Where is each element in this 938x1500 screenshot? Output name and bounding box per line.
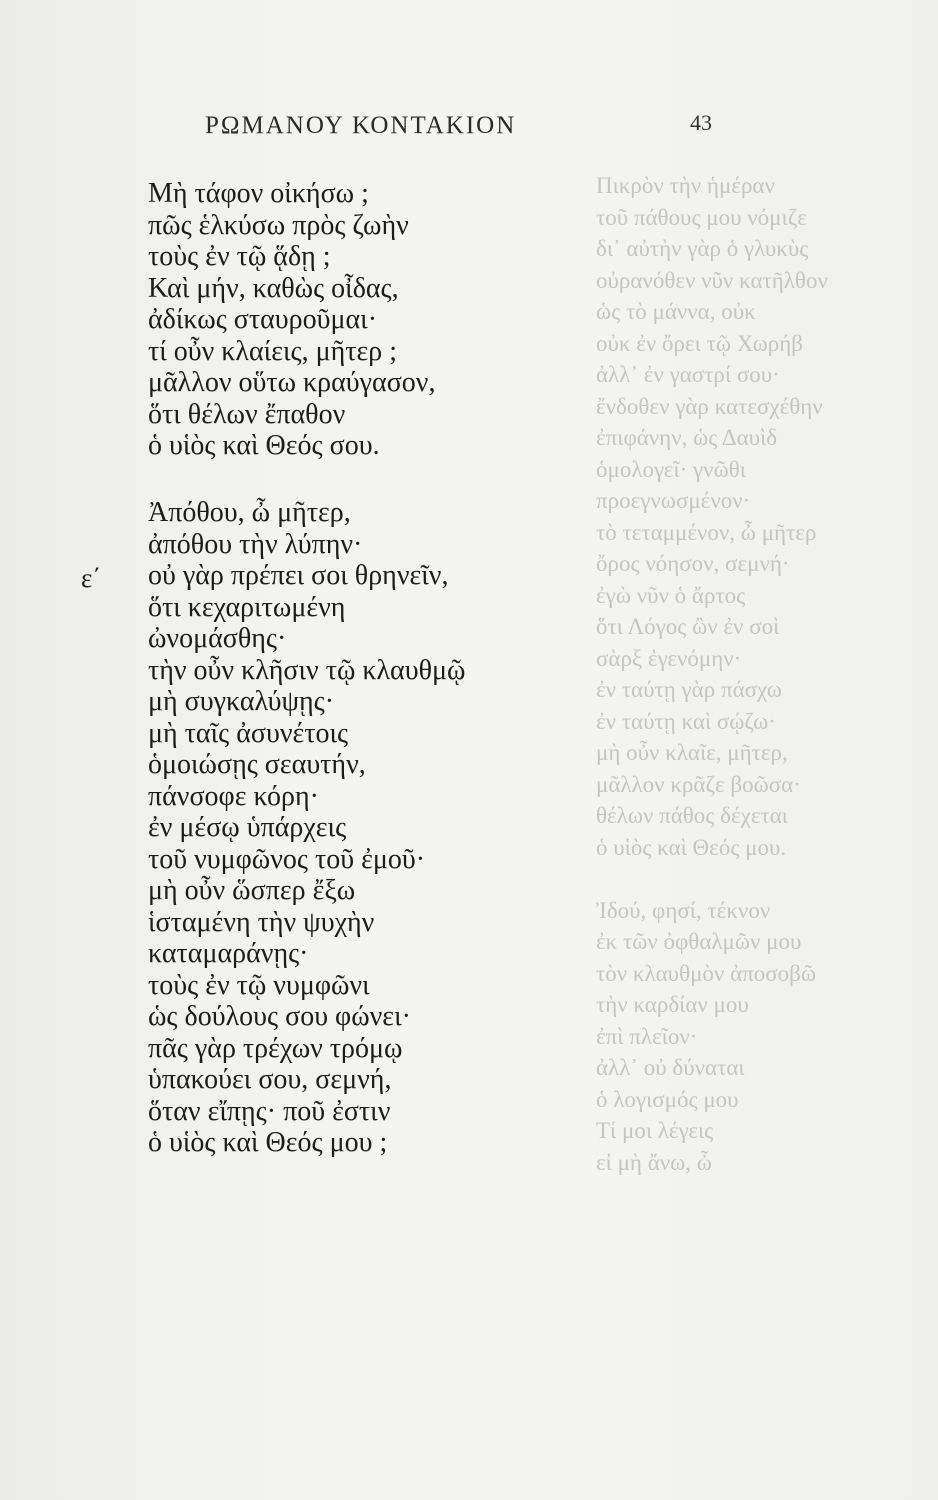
stanza-number: ε΄ — [81, 563, 102, 593]
verse-line: ὅτι κεχαριτωμένη — [148, 591, 346, 623]
verse-line: πᾶς γὰρ τρέχων τρόμῳ — [148, 1032, 403, 1064]
bleed-through-text: Πικρὸν τὴν ἡμέραν τοῦ πάθους μου νόμιζε δι᾽ αὐτὴν γὰρ ὁ γλυκὺς οὐρανόθεν νῦν κατῆλθον ὡς τὸ μάννα, οὐκ οὐκ ἐν ὄρει τῷ Χωρήβ ἀλλ᾽ ἐν γαστρί σου· ἔνδοθεν γὰρ κατεσχέθην ἐπιφάνην, ὡς Δαυὶδ ὁμολογεῖ· γνῶθι προεγνωσμένον· τὸ τεταμμένον, ὦ μῆτερ ὄρος νόησον, σεμνή· ἐγὼ νῦν ὁ ἄρτος ὅτι Λόγος ὢν ἐν σοὶ σὰρξ ἐγενόμην· ἐν ταύτῃ γὰρ πάσχω ἐν ταύτῃ καὶ σῴζω· μὴ οὖν κλαῖε, μῆτερ, μᾶλλον κρᾶζε βοῶσα· θέλων πάθος δέχεται ὁ υἱὸς καὶ Θεός μου. Ἰδού, φησί, τέκνον ἐκ τῶν ὀφθαλμῶν μου τὸν κλαυθμὸν ἀποσοβῶ τὴν καρδίαν μου ἐπὶ πλεῖον· ἀλλ᾽ οὐ δύναται ὁ λογισμός μου Τί μοι λέγεις εἰ μὴ ἄνω, ὦ — [596, 173, 828, 1175]
verse-line: μὴ ταῖς ἀσυνέτοις — [148, 717, 349, 749]
verse-line: Ἀπόθου, ὦ μῆτερ, — [148, 497, 351, 528]
verse-line: τοὺς ἐν τῷ νυμφῶνι — [148, 969, 370, 1001]
verse-line: Καὶ μήν, καθὼς οἶδας, — [148, 272, 399, 304]
verse-line: Μὴ τάφον οἰκήσω ; — [148, 178, 369, 209]
verse-line: ὁ υἱὸς καὶ Θεός μου ; — [148, 1127, 388, 1158]
verse-line: μὴ συγκαλύψῃς· — [148, 686, 335, 717]
verse-line: ἀδίκως σταυροῦμαι· — [148, 304, 378, 335]
verse-line: ἀπόθου τὴν λύπην· — [148, 528, 363, 560]
verse-line: οὐ γὰρ πρέπει σοι θρηνεῖν, — [148, 560, 449, 591]
verse-line: ὑπακούει σου, σεμνή, — [148, 1064, 392, 1095]
verse-line: τοῦ νυμφῶνος τοῦ ἐμοῦ· — [148, 843, 426, 875]
verse-line: τὴν οὖν κλῆσιν τῷ κλαυθμῷ — [148, 654, 466, 686]
verse-line: ἐν μέσῳ ὑπάρχεις — [148, 812, 347, 843]
verse-line: μᾶλλον οὕτω κραύγασον, — [148, 367, 436, 398]
verse-line: καταμαράνῃς· — [148, 938, 309, 969]
verse-line: τί οὖν κλαίεις, μῆτερ ; — [148, 335, 397, 367]
verse-line: ὡς δούλους σου φώνει· — [148, 1001, 411, 1032]
running-head: ΡΩΜΑΝΟΥ ΚΟΝΤΑΚΙΟΝ — [205, 112, 517, 139]
verse-line: ὠνομάσθης· — [148, 623, 287, 654]
verse-line: ὁ υἱὸς καὶ Θεός σου. — [148, 430, 380, 461]
verse-line: πάνσοφε κόρη· — [148, 780, 319, 812]
verse-line: ἱσταμένη τὴν ψυχὴν — [148, 906, 375, 938]
verse-line: μὴ οὖν ὥσπερ ἔξω — [148, 875, 356, 906]
page-number: 43 — [690, 110, 712, 135]
verse-line: ὅταν εἴπῃς· ποῦ ἐστιν — [148, 1095, 391, 1127]
verse-line: τοὺς ἐν τῷ ᾅδῃ ; — [148, 241, 331, 272]
verse-line: πῶς ἑλκύσω πρὸς ζωὴν — [148, 209, 409, 241]
verse-line: ὅτι θέλων ἔπαθον — [148, 398, 346, 430]
poem-lines — [148, 178, 465, 1159]
verse-line: ὁμοιώσῃς σεαυτήν, — [148, 749, 366, 780]
